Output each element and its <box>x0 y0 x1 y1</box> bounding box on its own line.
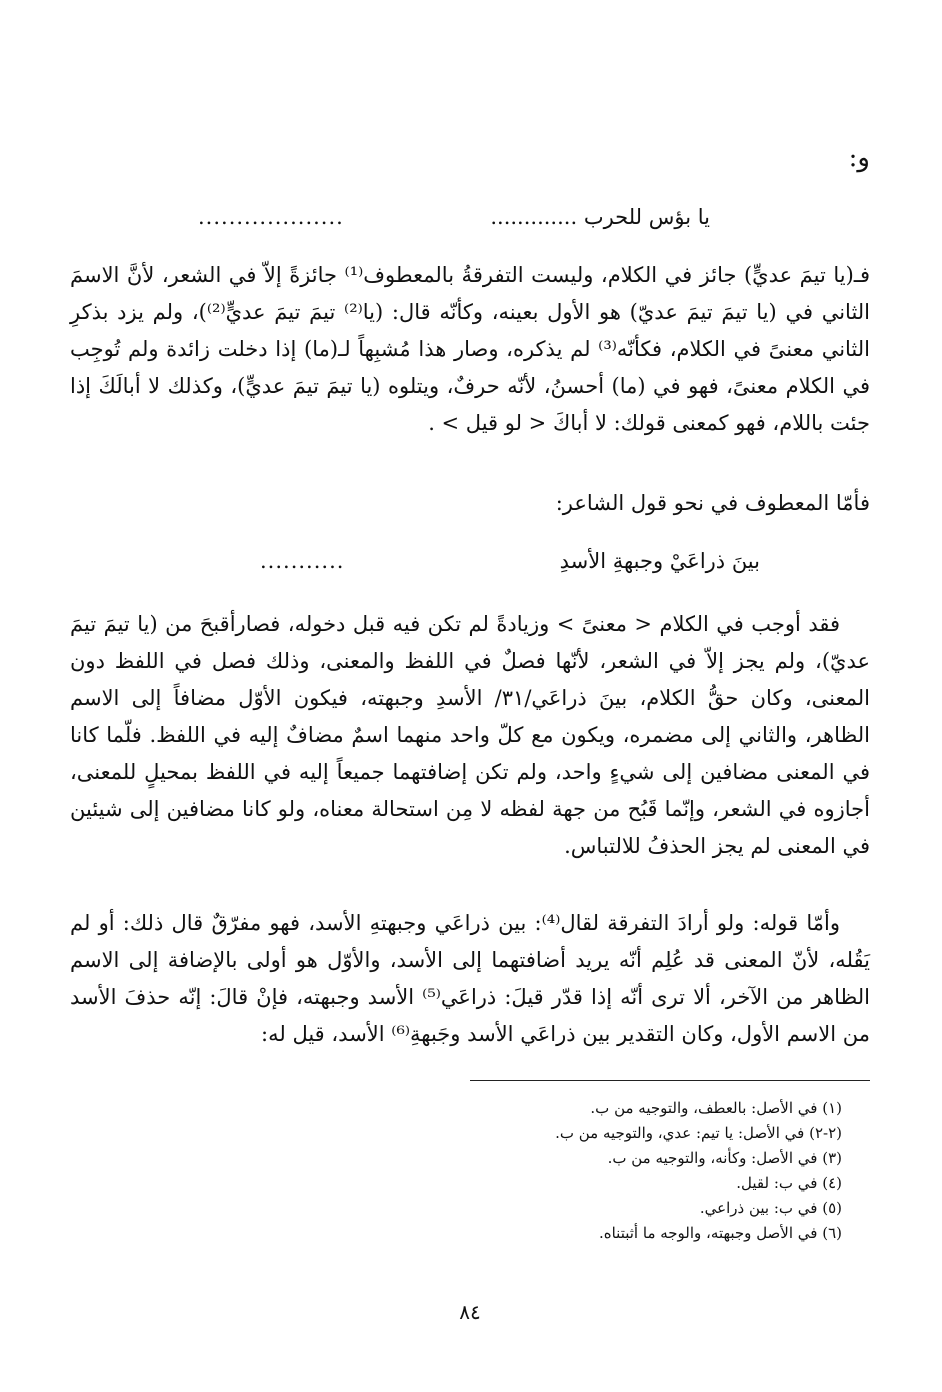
footnote-5: (٥) في ب: بين ذراعي. <box>699 1199 842 1217</box>
verse-1-hemistich-left: ................... <box>198 205 344 229</box>
footnote-6: (٦) في الأصل وجبهته، والوجه ما أثبتناه. <box>598 1224 842 1242</box>
paragraph-4: وأمّا قوله: ولو أرادَ التفرقة لقال⁽⁴⁾: بين ذراعَي وجبهتهِ الأسد، فهو مفرّقٌ قال ذلك: أو لم يَقُله، لأنّ المعنى قد عُلِم أنّه يريد أضافتهما إلى الأسد، والأوّل هو أولى بالإضافة إلى الاسم الظاهر من الآخر، ألا ترى أنّه إذا قدّر قيلَ: ذراعَي⁽⁵⁾ الأسد وجبهته، فإنْ قالَ: إنّه حذفَ الأسد من الاسم الأول، وكان التقدير بين ذراعَي الأسد وجَبهةِ⁽⁶⁾ الأسد، قيل له: <box>70 911 870 1046</box>
footnotes <box>555 1096 842 1246</box>
footnote-4: (٤) في ب: لقيل. <box>736 1174 842 1192</box>
verse-1-hemistich-right: يا بؤس للحرب ............. <box>490 205 710 229</box>
verse-2-hemistich-left: ........... <box>260 549 345 573</box>
footnote-3: (٣) في الأصل: وكأنه، والتوجيه من ب. <box>607 1149 842 1167</box>
footnote-1: (١) في الأصل: بالعطف، والتوجيه من ب. <box>590 1099 842 1117</box>
book-page <box>70 0 870 1392</box>
verse-2-hemistich-right: بينَ ذراعَيْ وجبهةِ الأسدِ <box>559 549 760 573</box>
paragraph-2: فأمّا المعطوف في نحو قول الشاعر: <box>555 491 870 515</box>
footnote-2: (٢-٢) في الأصل: يا تيم: عدي، والتوجيه من ب. <box>555 1124 842 1142</box>
intro-text: و: <box>848 143 870 173</box>
footnote-divider <box>470 1080 870 1081</box>
paragraph-1: فـ(يا تيمَ عديٍّ) جائز في الكلام، وليست التفرقةُ بالمعطوف⁽¹⁾ جائزةً إلاّ في الشعر، لأنَّ الاسمَ الثاني في (يا تيمَ تيمَ عديّ) هو الأول بعينه، وكأنّه قال: (يا⁽²⁾ تيمَ تيمَ عديٍّ⁽²⁾)، ولم يزد بذكرِ الثاني معنىً في الكلام، فكأنّه⁽³⁾ لم يذكره، وصار هذا مُشبِهاً لـ(ما) إذا دخلت زائدة ولم تُوجِب في الكلام معنىً، فهو في (ما) أحسنُ، لأنّه حرفٌ، ويتلوه (يا تيمَ تيمَ عديٍّ)، وكذلك لا أبالَكَ إذا جئت باللام، فهو كمعنى قولك: لا أباكَ < لو قيل > . <box>70 263 871 435</box>
page-number: ٨٤ <box>459 1300 481 1324</box>
paragraph-3: فقد أوجب في الكلام < معنىً > وزيادةً لم تكن فيه قبل دخوله، فصارأقبحَ من (يا تيمَ تيمَ عديّ)، ولم يجز إلاّ في الشعر، لأنّها فصلٌ في اللفظ والمعنى، وذلك فصل في اللفظ دون المعنى، وكان حقُّ الكلام، بينَ ذراعَي/٣١/ الأسدِ وجبهته، فيكون الأوّل مضافاً إلى الاسم الظاهر، والثاني إلى مضمره، ويكون مع كلّ واحد منهما اسمٌ مضافٌ إليه في اللفظ. فلّما كانا في المعنى مضافين إلى شيءٍ واحد، ولم تكن إضافتهما جميعاً إليه في اللفظ بمحيلٍ للمعنى، أجازوه في الشعر، وإنّما قَبُح من جهة لفظه لا مِن استحالة معناه، ولو كانا مضافين إلى شيئين في المعنى لم يجز الحذفُ للالتباس. <box>70 612 870 858</box>
